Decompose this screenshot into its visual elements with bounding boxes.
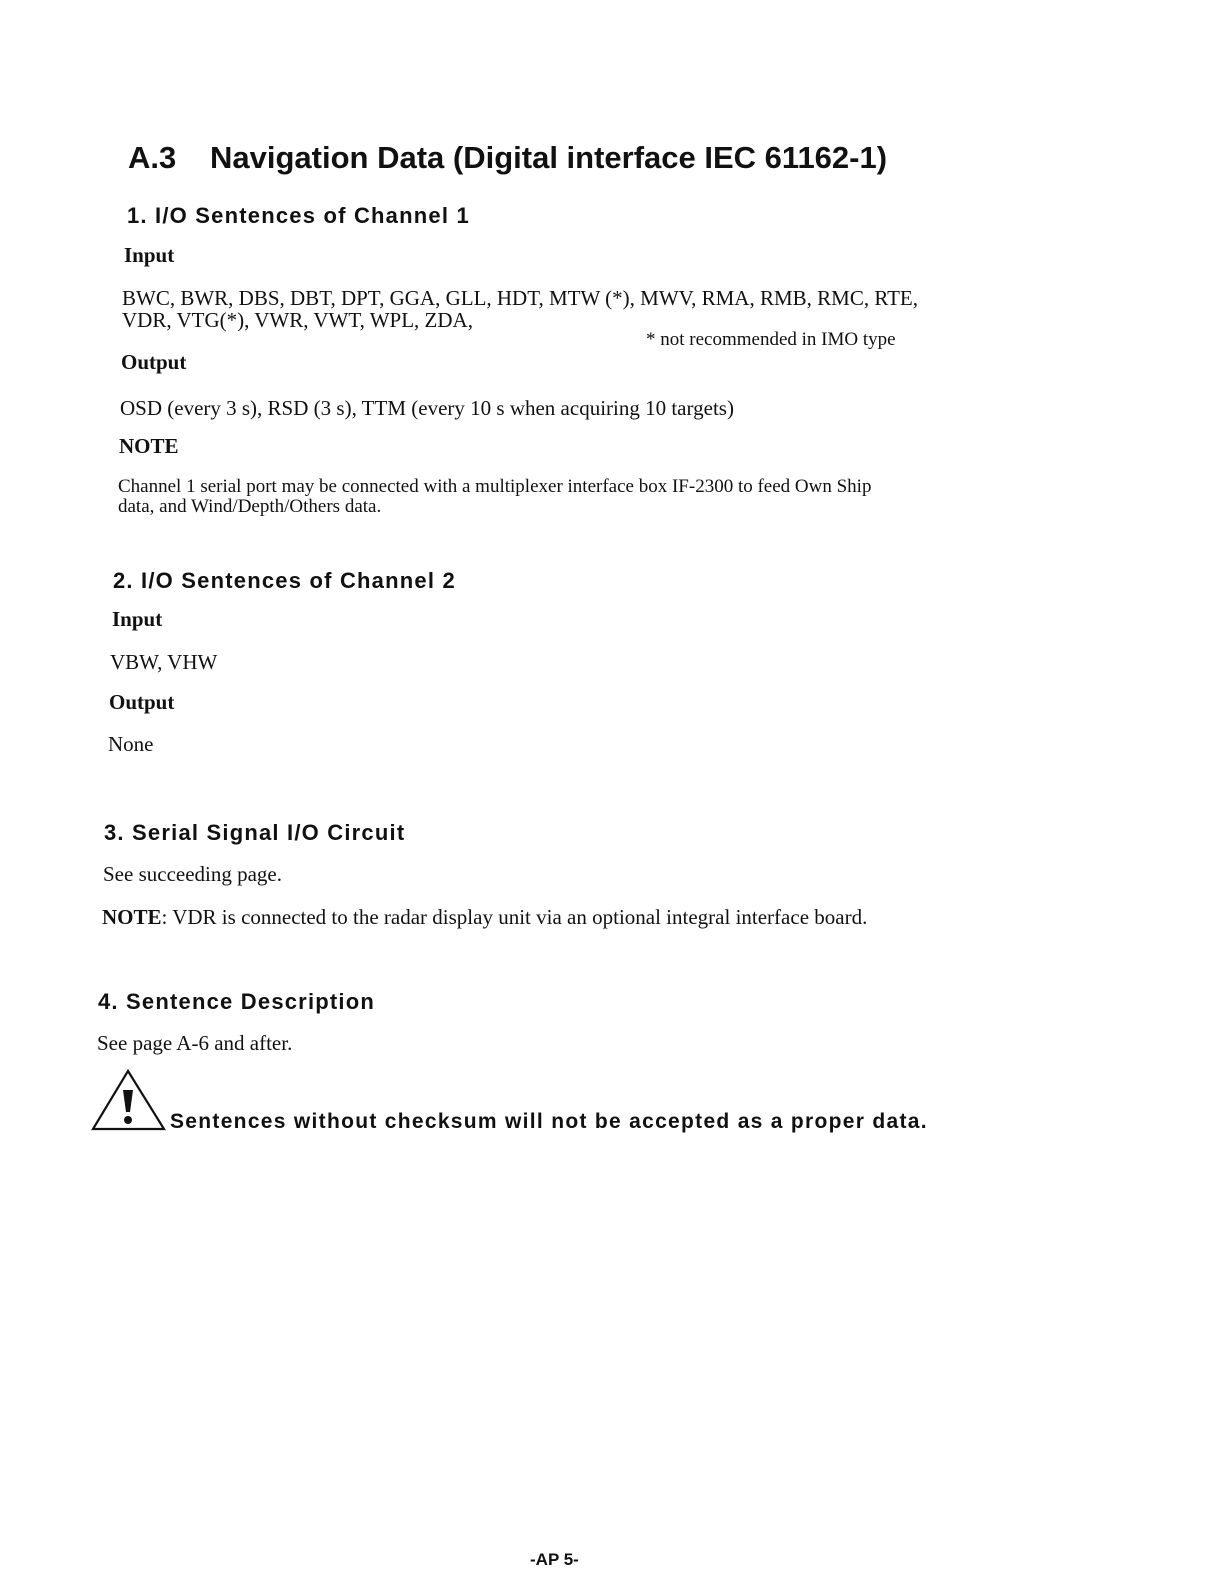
warning-icon (90, 1068, 166, 1132)
page-title (128, 140, 887, 176)
section-code: A.3 (128, 140, 177, 175)
section-1-output-label: Output (121, 350, 187, 374)
section-1-output-text: OSD (every 3 s), RSD (3 s), TTM (every 10 s when acquiring 10 targets) (120, 396, 734, 420)
section-2-output-label: Output (109, 690, 175, 714)
section-1-input-line-1: BWC, BWR, DBS, DBT, DPT, GGA, GLL, HDT, MTW (*), MWV, RMA, RMB, RMC, RTE, (122, 286, 918, 310)
section-2-heading: 2. I/O Sentences of Channel 2 (113, 568, 456, 593)
section-3-heading: 3. Serial Signal I/O Circuit (104, 820, 406, 845)
section-2-output-text: None (108, 732, 154, 756)
section-1-footnote: * not recommended in IMO type (646, 329, 896, 350)
section-4-heading: 4. Sentence Description (98, 989, 376, 1014)
page-number: -AP 5- (530, 1550, 579, 1569)
title-text: Navigation Data (Digital interface IEC 61162-1) (210, 140, 888, 175)
section-1-input-label: Input (124, 243, 175, 267)
section-1-heading: 1. I/O Sentences of Channel 1 (127, 203, 470, 228)
section-3-text: See succeeding page. (103, 862, 283, 886)
warning-text: Sentences without checksum will not be accepted as a proper data. (170, 1110, 928, 1133)
section-1-input-line-2: VDR, VTG(*), VWR, VWT, WPL, ZDA, (122, 308, 473, 332)
section-3-note (102, 905, 867, 930)
section-4-text: See page A-6 and after. (97, 1031, 293, 1055)
section-2-input-label: Input (112, 607, 163, 631)
section-1-note-line-1: Channel 1 serial port may be connected with a multiplexer interface box IF-2300 to feed Own Ship (118, 476, 872, 497)
section-1-note-line-2: data, and Wind/Depth/Others data. (118, 496, 382, 517)
section-1-note-label: NOTE (119, 434, 179, 458)
section-3-note-text: : VDR is connected to the radar display unit via an optional integral interface board. (161, 905, 868, 929)
section-3-note-label: NOTE (102, 905, 162, 929)
section-2-input-text: VBW, VHW (110, 650, 218, 674)
